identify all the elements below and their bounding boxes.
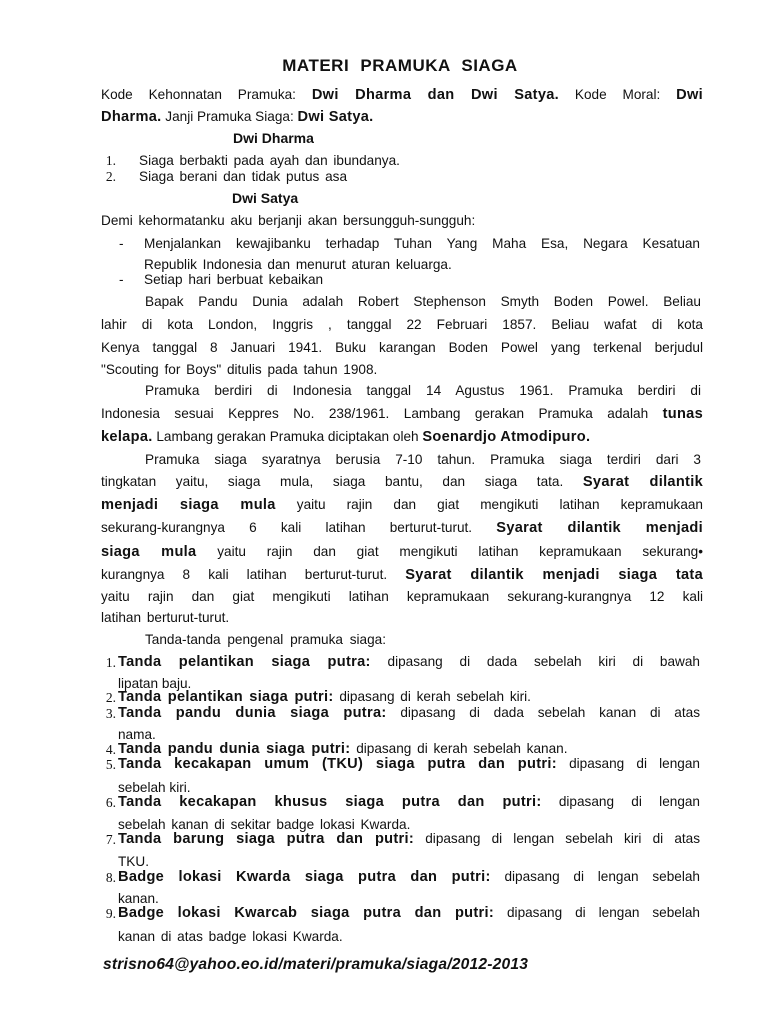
kode-moral-value-2: Dharma.: [101, 109, 162, 125]
kelapa-text: kelapa.: [101, 429, 153, 445]
tanda-num-1: 1.: [105, 655, 116, 670]
tanda-item-7-rest: dipasang di lengan sebelah kiri di atas: [425, 831, 701, 846]
tanda-item-1-rest: dipasang di dada sebelah kiri di bawah: [387, 654, 700, 669]
tanda-item-3-rest: dipasang di dada sebelah kanan di atas: [400, 705, 701, 720]
tanda-item-8: [118, 868, 700, 886]
satya-bullet-2-text: Setiap hari berbuat kebaikan: [144, 272, 324, 287]
syarat-line-7: yaitu rajin dan giat mengikuti latihan kepramukaan sekurang-kurangnya 12 kali: [101, 589, 703, 604]
kode-moral-value-1: Dwi: [676, 87, 703, 103]
tanda-num-9: 9.: [105, 906, 116, 921]
dwi-satya-heading: Dwi Satya: [232, 190, 299, 206]
satya-bullet-1-line2: Republik Indonesia dan menurut aturan keluarga.: [144, 257, 452, 272]
pandu-line-1: Bapak Pandu Dunia adalah Robert Stephenson Smyth Boden Powel. Beliau: [145, 294, 701, 309]
tanda-item-4-bold: Tanda pandu dunia siaga putri:: [118, 741, 351, 757]
dharma-num-2: 2.: [105, 169, 116, 184]
satya-bullet-1-mark: -: [119, 236, 124, 251]
tanda-intro: Tanda-tanda pengenal pramuka siaga:: [145, 632, 387, 647]
syarat-line-8: latihan berturut-turut.: [101, 610, 230, 625]
tanda-item-6: [118, 793, 700, 811]
syarat-line-2: [101, 473, 703, 491]
tanda-item-1-cont: lipatan baju.: [118, 676, 192, 691]
syarat-line-2-bold: Syarat dilantik: [582, 474, 703, 490]
tanda-item-9-cont: kanan di atas badge lokasi Kwarda.: [118, 929, 343, 944]
tanda-num-8: 8.: [105, 870, 116, 885]
satya-bullet-1-line1: Menjalankan kewajibanku terhadap Tuhan Yang Maha Esa, Negara Kesatuan: [144, 236, 700, 251]
tanda-item-6-rest: dipasang di lengan: [558, 794, 700, 809]
kode-moral-label: Kode Moral:: [574, 87, 661, 102]
tanda-item-5-cont: sebelah kiri.: [118, 780, 191, 795]
satya-bullet-2-mark: -: [119, 272, 124, 287]
syarat-line-3-text: yaitu rajin dan giat mengikuti latihan kepramukaan: [296, 497, 703, 512]
kode-line-2: [101, 108, 703, 126]
tanda-item-5-rest: dipasang di lengan: [569, 756, 700, 771]
syarat-line-1: Pramuka siaga syaratnya berusia 7-10 tahun. Pramuka siaga terdiri dari 3: [145, 452, 701, 467]
syarat-line-4: [101, 519, 703, 537]
kode-kehormatan-value: Dwi Dharma dan Dwi Satya.: [311, 87, 560, 103]
dharma-num-1: 1.: [105, 153, 116, 168]
berdiri-line-1: Pramuka berdiri di Indonesia tanggal 14 Agustus 1961. Pramuka berdiri di: [145, 383, 701, 398]
tanda-item-1: [118, 653, 700, 671]
tanda-item-2-bold: Tanda pelantikan siaga putri:: [118, 689, 334, 705]
tanda-item-4-rest: dipasang di kerah sebelah kanan.: [356, 741, 568, 756]
tanda-item-5: [118, 755, 700, 773]
syarat-line-4-text: sekurang-kurangnya 6 kali latihan berturut-turut.: [101, 520, 473, 535]
berdiri-line-3: [101, 428, 703, 446]
tanda-item-8-bold: Badge lokasi Kwarda siaga putra dan putri:: [118, 869, 491, 885]
berdiri-line-2-text: Indonesia sesuai Keppres No. 238/1961. Lambang gerakan Pramuka adalah: [101, 406, 649, 421]
dwi-dharma-heading: Dwi Dharma: [233, 130, 314, 146]
dharma-item-2: Siaga berani dan tidak putus asa: [139, 169, 348, 184]
pandu-line-3: Kenya tanggal 8 Januari 1941. Buku karangan Boden Powel yang terkenal berjudul: [101, 340, 703, 355]
tanda-item-6-cont: sebelah kanan di sekitar badge lokasi Kwarda.: [118, 817, 411, 832]
tanda-num-2: 2.: [105, 690, 116, 705]
tanda-item-3-bold: Tanda pandu dunia siaga putra:: [118, 705, 387, 721]
syarat-line-5: [101, 543, 703, 561]
tanda-num-3: 3.: [105, 706, 116, 721]
tanda-num-4: 4.: [105, 742, 116, 757]
tanda-item-3: [118, 704, 700, 722]
pandu-line-2: lahir di kota London, Inggris , tanggal 22 Februari 1857. Beliau wafat di kota: [101, 317, 703, 332]
berdiri-line-2: [101, 405, 703, 423]
tanda-item-8-cont: kanan.: [118, 891, 159, 906]
footer-source-text: strisno64@yahoo.eo.id/materi/pramuka/siaga/2012-2013: [103, 956, 529, 973]
tanda-item-9-rest: dipasang di lengan sebelah: [506, 905, 700, 920]
page-title: MATERI PRAMUKA SIAGA: [282, 56, 518, 75]
berdiri-line-3-text: Lambang gerakan Pramuka diciptakan oleh: [156, 429, 419, 444]
syarat-line-2-text: tingkatan yaitu, siaga mula, siaga bantu, dan siaga tata.: [101, 474, 564, 489]
dwi-satya-intro: Demi kehormatanku aku berjanji akan bersungguh-sungguh:: [101, 213, 476, 228]
tanda-item-5-bold: Tanda kecakapan umum (TKU) siaga putra dan putri:: [118, 756, 557, 772]
syarat-line-3: [101, 496, 703, 514]
tanda-item-8-rest: dipasang di lengan sebelah: [504, 869, 700, 884]
syarat-line-6: [101, 566, 703, 584]
tanda-item-3-cont: nama.: [118, 727, 156, 742]
syarat-line-3-bold: menjadi siaga mula: [101, 497, 276, 513]
janji-label: Janji Pramuka Siaga:: [165, 109, 294, 124]
tanda-item-6-bold: Tanda kecakapan khusus siaga putra dan putri:: [118, 794, 542, 810]
tanda-num-6: 6.: [105, 795, 116, 810]
tanda-item-7: [118, 830, 700, 848]
tanda-item-7-cont: TKU.: [118, 854, 149, 869]
tanda-num-5: 5.: [105, 757, 116, 772]
tunas-text: tunas: [662, 406, 703, 422]
janji-value: Dwi Satya.: [297, 109, 374, 125]
tanda-item-1-bold: Tanda pelantikan siaga putra:: [118, 654, 371, 670]
syarat-line-4-bold: Syarat dilantik menjadi: [496, 520, 703, 536]
dharma-item-1: Siaga berbakti pada ayah dan ibundanya.: [139, 153, 400, 168]
kode-kehormatan-label: Kode Kehonnatan Pramuka:: [101, 87, 296, 102]
syarat-line-6-bold: Syarat dilantik menjadi siaga tata: [405, 567, 703, 583]
syarat-line-6-text: kurangnya 8 kali latihan berturut-turut.: [101, 567, 388, 582]
syarat-line-5-text: yaitu rajin dan giat mengikuti latihan kepramukaan sekurang•: [217, 544, 704, 559]
syarat-line-5-bold: siaga mula: [101, 544, 197, 560]
pandu-line-4: "Scouting for Boys" ditulis pada tahun 1908.: [101, 362, 378, 377]
tanda-item-9: [118, 904, 700, 922]
kode-line-1: [101, 86, 703, 104]
tanda-item-9-bold: Badge lokasi Kwarcab siaga putra dan putri:: [118, 905, 495, 921]
pencipta-lambang: Soenardjo Atmodipuro.: [422, 429, 591, 445]
tanda-num-7: 7.: [105, 832, 116, 847]
tanda-item-7-bold: Tanda barung siaga putra dan putri:: [118, 831, 415, 847]
tanda-item-2-rest: dipasang di kerah sebelah kiri.: [339, 689, 531, 704]
